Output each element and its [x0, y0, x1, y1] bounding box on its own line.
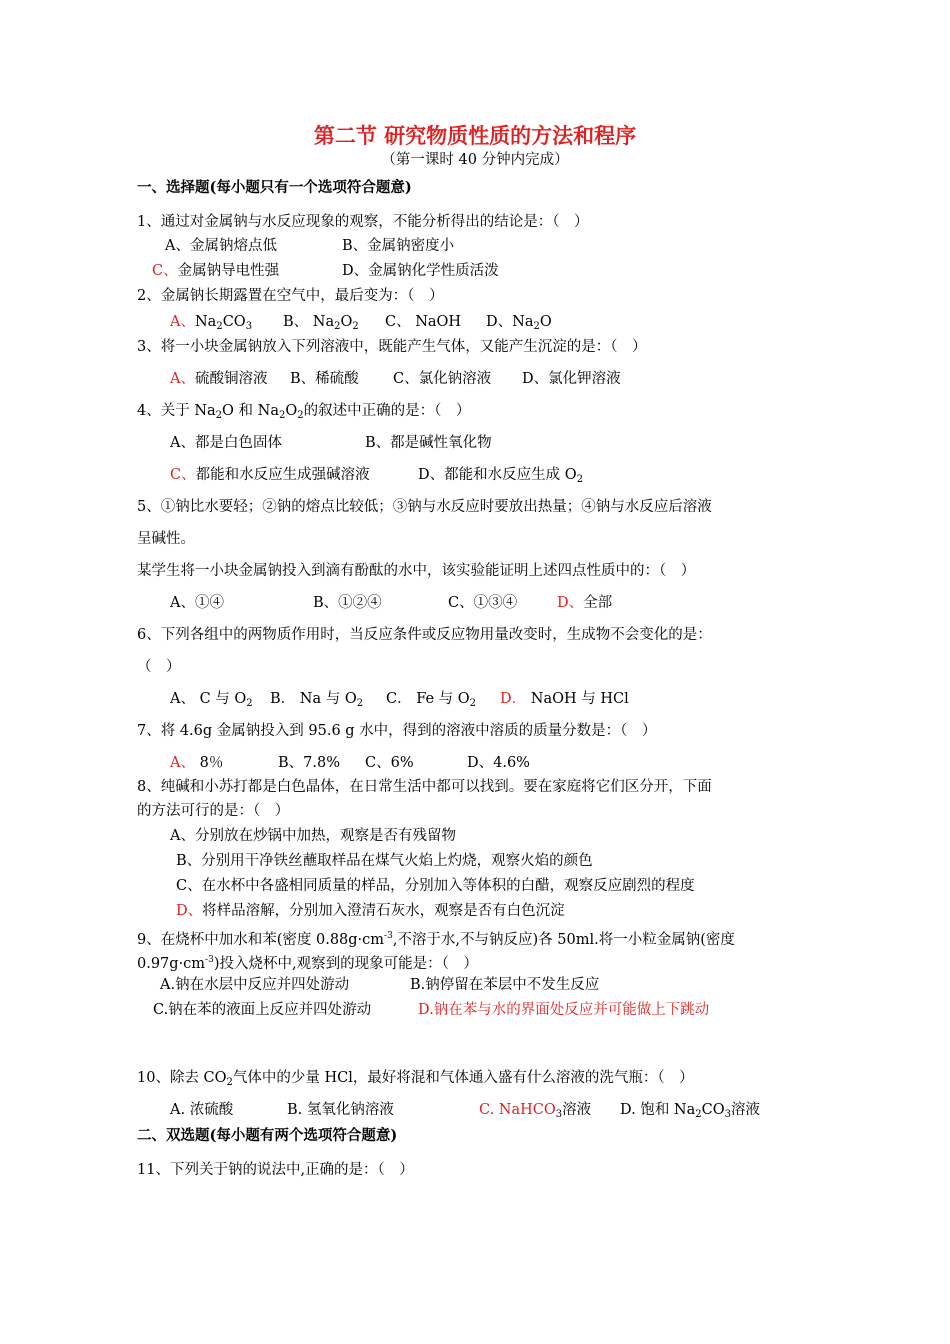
q6-option-d: D． NaOH 与 HCl [500, 691, 629, 707]
q2-option-b: B、 $Na_2O_2$ [283, 314, 359, 332]
section-double-choice: 二、双选题(每小题有两个选项符合题意) [137, 1127, 398, 1144]
q9-stem-line1: 9、在烧杯中加水和苯(密度 $0.88g\cdot cm^{-3}$,不溶于水,不与钠反应)各 50ml.将一小粒金属钠(密度 [137, 931, 735, 948]
q8-option-d: D、将样品溶解，分别加入澄清石灰水，观察是否有白色沉淀 [176, 903, 565, 919]
q8-stem-line1: 8、纯碱和小苏打都是白色晶体，在日常生活中都可以找到。要在家庭将它们区分开，下面 [137, 779, 712, 795]
q1-option-b: B、金属钠密度小 [342, 238, 455, 254]
q5-option-a: A、①④ [170, 595, 224, 611]
q6-stem-line2: （ ） [137, 659, 181, 675]
q6-option-b: B． Na 与 $O_2$ [270, 691, 364, 709]
q6-option-c: C． Fe 与 $O_2$ [386, 691, 477, 709]
q1-stem: 1、通过对金属钠与水反应现象的观察，不能分析得出的结论是：（ ） [137, 214, 589, 230]
q4-option-d: D、都能和水反应生成 $O_2$ [418, 467, 583, 485]
q5-option-c: C、①③④ [448, 595, 518, 611]
q2-option-c: C、 NaOH [385, 314, 462, 330]
page-title: 第二节 研究物质性质的方法和程序 [313, 123, 637, 148]
q2-stem: 2、金属钠长期露置在空气中，最后变为：（ ） [137, 288, 444, 304]
q7-option-c: C、6% [365, 755, 414, 771]
q8-option-a: A、分别放在炒锅中加热，观察是否有残留物 [170, 828, 456, 844]
q10-stem: 10、除去 $CO_2$气体中的少量 HCl，最好将混和气体通入盛有什么溶液的洗气瓶：（ ） [137, 1070, 694, 1088]
q6-stem-line1: 6、下列各组中的两物质作用时，当反应条件或反应物用量改变时，生成物不会变化的是： [137, 627, 712, 643]
q9-option-a: A.钠在水层中反应并四处游动 [160, 977, 350, 993]
q10-option-b: B. 氢氧化钠溶液 [287, 1102, 394, 1118]
q9-option-c: C.钠在苯的液面上反应并四处游动 [153, 1002, 372, 1018]
q3-option-d: D、氯化钾溶液 [522, 371, 621, 387]
q3-option-a: A、硫酸铜溶液 [170, 371, 268, 387]
q7-stem: 7、将 4.6g 金属钠投入到 95.6 g 水中，得到的溶液中溶质的质量分数是：（ ） [137, 723, 657, 739]
q9-option-b: B.钠停留在苯层中不发生反应 [410, 977, 600, 993]
q10-option-c: C. NaHCO$_3$溶液 [479, 1102, 592, 1120]
q9-option-d: D.钠在苯与水的界面处反应并可能做上下跳动 [418, 1002, 710, 1018]
q7-option-b: B、7.8% [278, 755, 340, 771]
q4-option-c: C、都能和水反应生成强碱溶液 [170, 467, 370, 483]
q8-option-c: C、在水杯中各盛相同质量的样品，分别加入等体积的白醋，观察反应剧烈的程度 [176, 878, 695, 894]
q5-stem-line3: 某学生将一小块金属钠投入到滴有酚酞的水中，该实验能证明上述四点性质中的：（ ） [137, 563, 696, 579]
q4-stem: 4、关于 $Na_2O$ 和 $Na_2O_2$的叙述中正确的是：（ ） [137, 403, 471, 421]
page-subtitle: （第一课时 40 分钟内完成） [381, 152, 569, 168]
q5-option-b: B、①②④ [313, 595, 382, 611]
q9-stem-line2: $0.97g\cdot cm^{-3}$)投入烧杯中,观察到的现象可能是：（ ） [137, 955, 478, 972]
q8-option-b: B、分别用干净铁丝蘸取样品在煤气火焰上灼烧，观察火焰的颜色 [176, 853, 593, 869]
q11-stem: 11、下列关于钠的说法中,正确的是：（ ） [137, 1162, 414, 1178]
q5-stem-line1: 5、①钠比水要轻；②钠的熔点比较低；③钠与水反应时要放出热量；④钠与水反应后溶液 [137, 499, 712, 515]
q8-stem-line2: 的方法可行的是：（ ） [137, 803, 290, 819]
q5-option-d: D、全部 [557, 595, 613, 611]
q3-option-c: C、氯化钠溶液 [393, 371, 492, 387]
section-single-choice: 一、选择题(每小题只有一个选项符合题意) [137, 179, 412, 196]
q2-option-a: A、$Na_2CO_3$ [170, 314, 253, 332]
q1-option-d: D、金属钠化学性质活泼 [342, 263, 499, 279]
q5-stem-line2: 呈碱性。 [137, 531, 195, 547]
q1-option-c: C、金属钠导电性强 [152, 263, 280, 279]
q6-option-a: A、 C 与 $O_2$ [170, 691, 253, 709]
q4-option-b: B、都是碱性氧化物 [365, 435, 492, 451]
q3-option-b: B、稀硫酸 [290, 371, 359, 387]
q1-option-a: A、金属钠熔点低 [165, 238, 277, 254]
q7-option-a: A、 8％ [170, 755, 224, 771]
q10-option-d: D. 饱和 $Na_2CO_3$溶液 [620, 1102, 761, 1120]
q3-stem: 3、将一小块金属钠放入下列溶液中，既能产生气体，又能产生沉淀的是：（ ） [137, 339, 647, 355]
q7-option-d: D、4.6% [467, 755, 530, 771]
q4-option-a: A、都是白色固体 [170, 435, 282, 451]
q2-option-d: D、$Na_2O$ [486, 314, 552, 332]
q10-option-a: A. 浓硫酸 [170, 1102, 234, 1118]
